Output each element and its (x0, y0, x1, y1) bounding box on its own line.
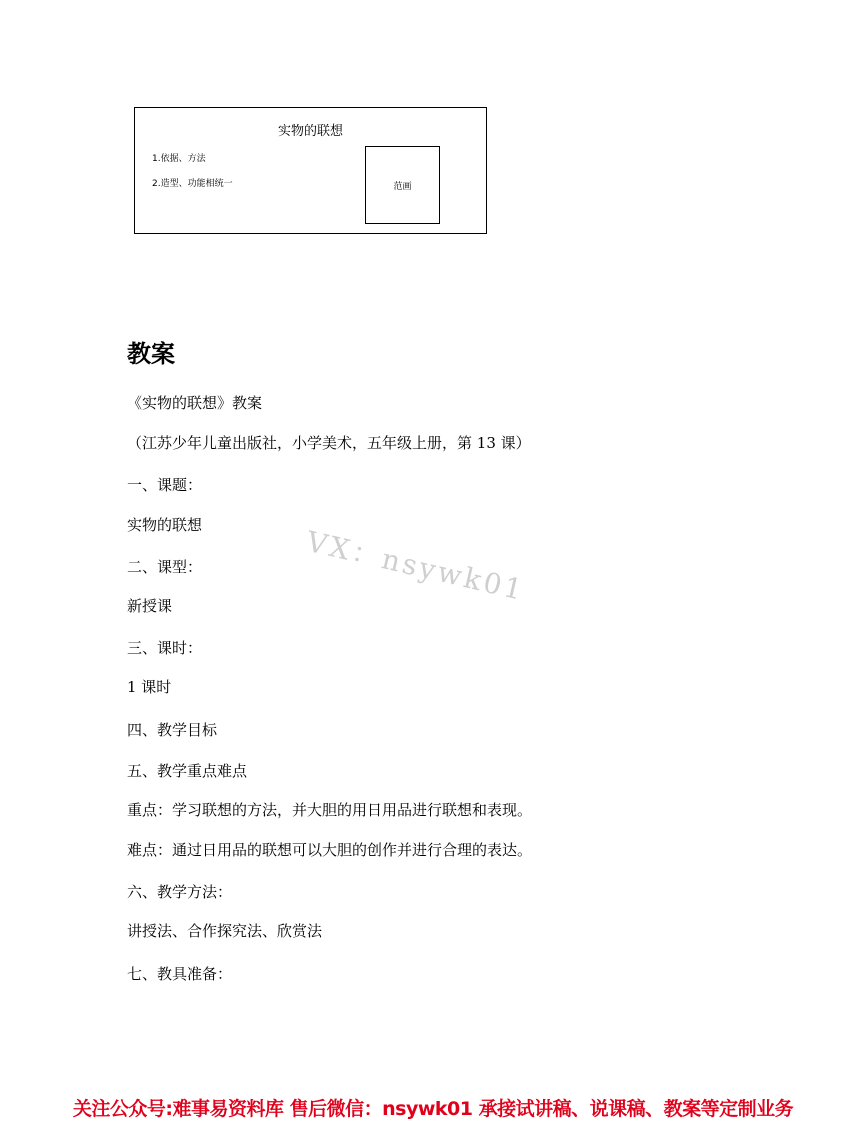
section-heading: 教案 (127, 340, 175, 368)
footer-banner: 关注公众号:难事易资料库 售后微信：nsywk01 承接试讲稿、说课稿、教案等定制业务 (72, 1098, 794, 1120)
section-methods-value: 讲授法、合作探究法、欣赏法 (127, 922, 323, 940)
section-topic-label: 一、课题： (127, 476, 203, 494)
blackboard-design (134, 107, 487, 234)
board-title: 实物的联想 (277, 124, 343, 139)
key-point-text: 重点：学习联想的方法，并大胆的用日用品进行联想和表现。 (127, 801, 533, 819)
section-type-label: 二、课型： (127, 558, 203, 576)
section-hours-value: 1 课时 (127, 678, 172, 696)
section-keypoints-label: 五、教学重点难点 (127, 762, 248, 780)
section-goals-label: 四、教学目标 (127, 721, 218, 739)
section-type-value: 新授课 (127, 597, 173, 615)
section-materials-label: 七、教具准备： (127, 965, 233, 983)
section-topic-value: 实物的联想 (127, 516, 203, 534)
difficult-point-text: 难点：通过日用品的联想可以大胆的创作并进行合理的表达。 (127, 841, 533, 859)
publisher-info: （江苏少年儿童出版社，小学美术，五年级上册，第 13 课） (127, 434, 531, 452)
sample-label: 范画 (393, 181, 412, 192)
watermark: VX：nsywk01 (303, 524, 529, 608)
sample-drawing-box (365, 146, 440, 224)
lesson-title: 《实物的联想》教案 (127, 394, 263, 412)
board-point-1: 1.依据、方法 (152, 154, 206, 164)
section-hours-label: 三、课时： (127, 639, 203, 657)
board-point-2: 2.造型、功能相统一 (152, 179, 233, 189)
section-methods-label: 六、教学方法： (127, 883, 233, 901)
